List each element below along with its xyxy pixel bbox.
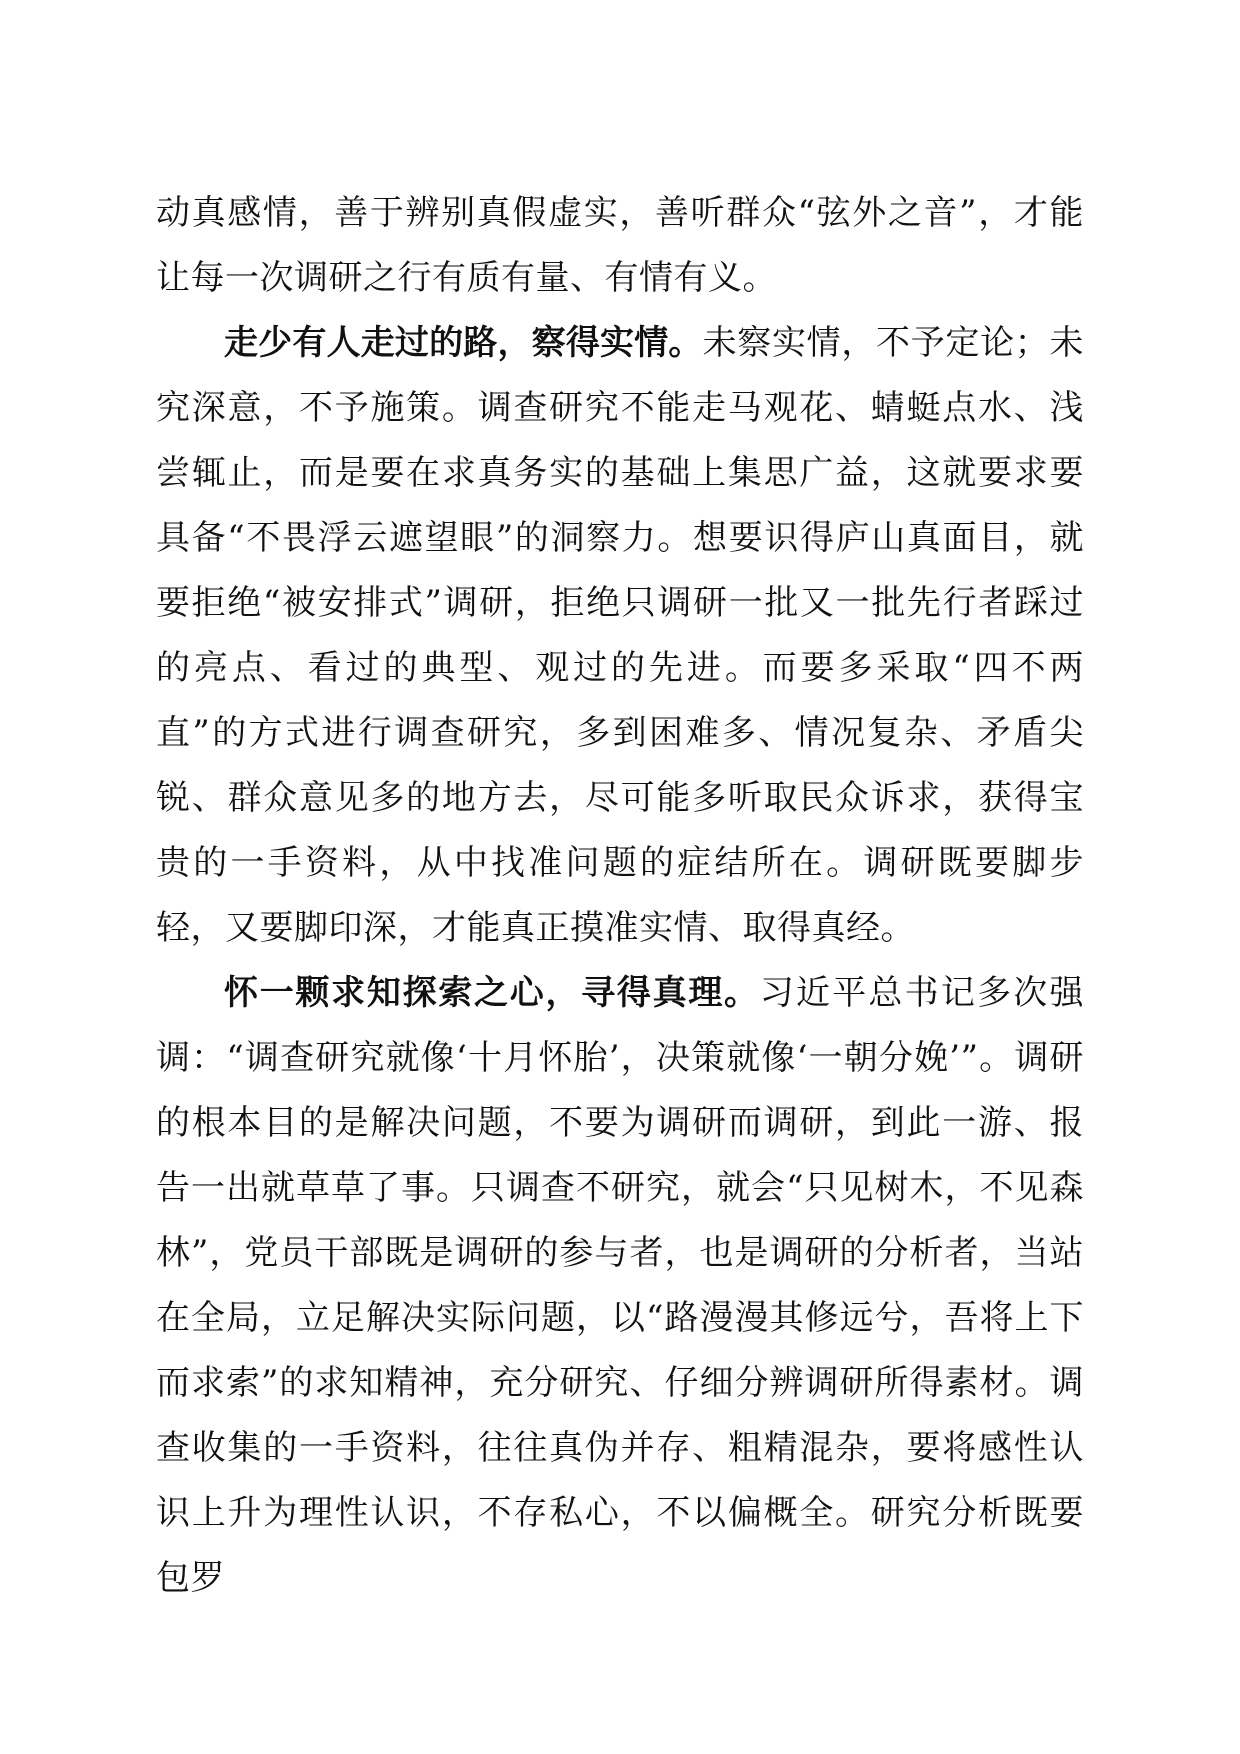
paragraph-text: 动真感情，善于辨别真假虚实，善听群众“弦外之音”，才能让每一次调研之行有质有量、有情有义。: [156, 193, 1084, 298]
paragraph-lead-heading: 走少有人走过的路，察得实情。: [224, 323, 703, 363]
document-body: [156, 181, 1084, 1611]
paragraph-seek-truth: [156, 961, 1084, 1611]
paragraph-text: 未察实情，不予定论；未究深意，不予施策。调查研究不能走马观花、蜻蜓点水、浅尝辄止，而是要在求真务实的基础上集思广益，这就要求要具备“不畏浮云遮望眼”的洞察力。想要识得庐山真面目，就要拒绝“被安排式”调研，拒绝只调研一批又一批先行者踩过的亮点、看过的典型、观过的先进。而要多采取“四不两直”的方式进行调查研究，多到困难多、情况复杂、矛盾尖锐、群众意见多的地方去，尽可能多听取民众诉求，获得宝贵的一手资料，从中找准问题的症结所在。调研既要脚步轻，又要脚印深，才能真正摸准实情、取得真经。: [156, 323, 1084, 948]
paragraph-continuation: [156, 181, 1084, 311]
paragraph-text: 习近平总书记多次强调：“调查研究就像‘十月怀胎’，决策就像‘一朝分娩’”。调研的根本目的是解决问题，不要为调研而调研，到此一游、报告一出就草草了事。只调查不研究，就会“只见树木，不见森林”，党员干部既是调研的参与者，也是调研的分析者，当站在全局，立足解决实际问题，以“路漫漫其修远兮，吾将上下而求索”的求知精神，充分研究、仔细分辨调研所得素材。调查收集的一手资料，往往真伪并存、粗精混杂，要将感性认识上升为理性认识，不存私心，不以偏概全。研究分析既要包罗: [156, 973, 1085, 1598]
paragraph-find-facts: [156, 311, 1084, 961]
paragraph-lead-heading: 怀一颗求知探索之心，寻得真理。: [224, 973, 760, 1013]
